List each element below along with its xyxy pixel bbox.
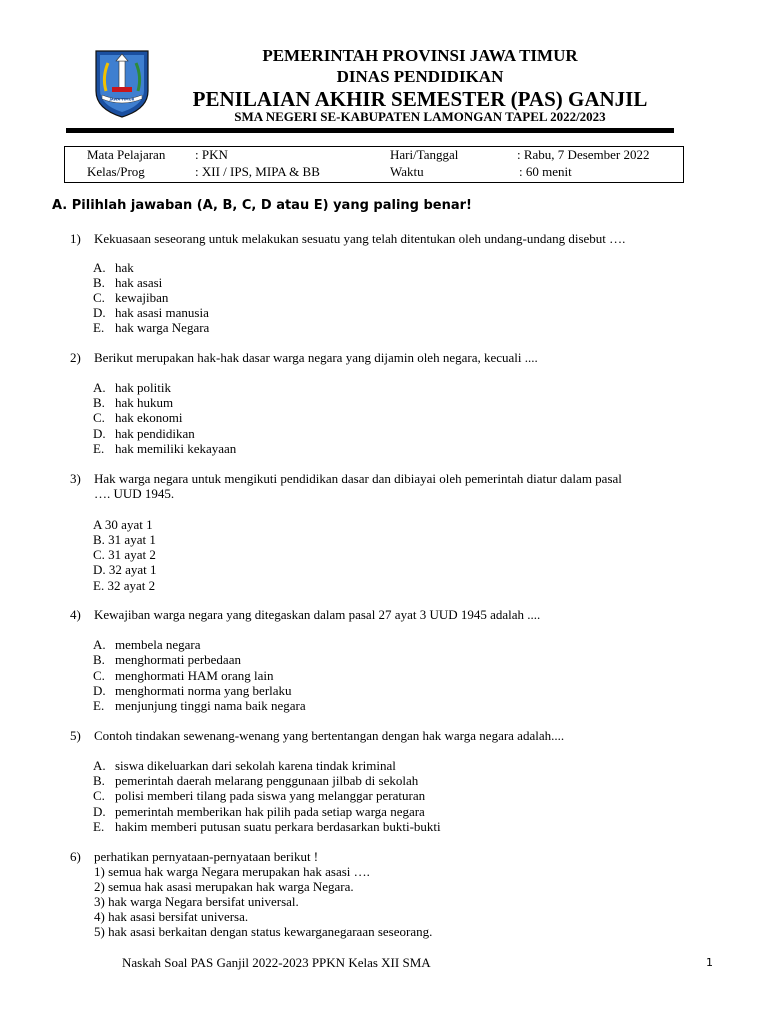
- option-letter: E.: [93, 441, 105, 456]
- question-stem: Hak warga negara untuk mengikuti pendidikan dasar dan dibiayai oleh pemerintah diatur dalam pasal: [94, 471, 622, 486]
- option-text: hak ekonomi: [115, 410, 183, 425]
- option-letter: B.: [93, 652, 105, 667]
- question-number: 3): [70, 471, 81, 486]
- option-text: menghormati HAM orang lain: [115, 668, 274, 683]
- option-text: menjunjung tinggi nama baik negara: [115, 698, 306, 713]
- option-text: B. 31 ayat 1: [93, 532, 156, 547]
- header-exam-title: PENILAIAN AKHIR SEMESTER (PAS) GANJIL: [192, 87, 648, 111]
- question-stem: Contoh tindakan sewenang-wenang yang bertentangan dengan hak warga negara adalah....: [94, 728, 565, 743]
- date-value: : Rabu, 7 Desember 2022: [517, 147, 650, 162]
- question-stem-continued: …. UUD 1945.: [94, 486, 175, 501]
- option-text: C. 31 ayat 2: [93, 547, 156, 562]
- option-text: polisi memberi tilang pada siswa yang melanggar peraturan: [115, 788, 426, 803]
- option-text: menghormati perbedaan: [115, 652, 241, 667]
- class-value: : XII / IPS, MIPA & BB: [195, 164, 320, 179]
- subject-label: Mata Pelajaran: [87, 147, 166, 162]
- option-letter: E.: [93, 819, 105, 834]
- option-letter: A.: [93, 260, 106, 275]
- option-letter: C.: [93, 290, 105, 305]
- option-text: hak asasi: [115, 275, 163, 290]
- option-letter: D.: [93, 305, 106, 320]
- option-letter: C.: [93, 410, 105, 425]
- option-text: E. 32 ayat 2: [93, 578, 156, 593]
- question-stem: Kekuasaan seseorang untuk melakukan sesuatu yang telah ditentukan oleh undang-undang disebut ….: [94, 231, 626, 246]
- class-label: Kelas/Prog: [87, 164, 145, 179]
- question-stem: Kewajiban warga negara yang ditegaskan dalam pasal 27 ayat 3 UUD 1945 adalah ....: [94, 607, 541, 622]
- option-text: D. 32 ayat 1: [93, 562, 157, 577]
- option-letter: A.: [93, 758, 106, 773]
- option-text: kewajiban: [115, 290, 169, 305]
- question-number: 4): [70, 607, 81, 622]
- time-value: : 60 menit: [519, 164, 572, 179]
- header-department: DINAS PENDIDIKAN: [336, 67, 504, 86]
- option-text: hak: [115, 260, 134, 275]
- statement-item: 5) hak asasi berkaitan dengan status kewarganegaraan seseorang.: [94, 924, 433, 939]
- option-letter: C.: [93, 788, 105, 803]
- option-text: hak hukum: [115, 395, 174, 410]
- subject-value: : PKN: [195, 147, 228, 162]
- statement-item: 2) semua hak asasi merupakan hak warga Negara.: [94, 879, 354, 894]
- option-letter: B.: [93, 275, 105, 290]
- option-text: pemerintah daerah melarang penggunaan jilbab di sekolah: [115, 773, 419, 788]
- option-letter: B.: [93, 395, 105, 410]
- option-letter: A.: [93, 637, 106, 652]
- statement-item: 4) hak asasi bersifat universa.: [94, 909, 249, 924]
- option-letter: A.: [93, 380, 106, 395]
- page-number: 1: [706, 956, 713, 969]
- east-java-emblem-logo: [92, 47, 152, 119]
- section-title: A. Pilihlah jawaban (A, B, C, D atau E) yang paling benar!: [52, 198, 472, 213]
- question-number: 6): [70, 849, 81, 864]
- option-letter: D.: [93, 683, 106, 698]
- time-label: Waktu: [390, 164, 424, 179]
- statement-item: 1) semua hak warga Negara merupakan hak asasi ….: [94, 864, 370, 879]
- header-divider: [66, 128, 674, 133]
- question-number: 1): [70, 231, 81, 246]
- date-label: Hari/Tanggal: [390, 147, 459, 162]
- option-text: hak memiliki kekayaan: [115, 441, 237, 456]
- option-letter: C.: [93, 668, 105, 683]
- option-text: pemerintah memberikan hak pilih pada setiap warga negara: [115, 804, 425, 819]
- option-letter: D.: [93, 426, 106, 441]
- option-text: siswa dikeluarkan dari sekolah karena tindak kriminal: [115, 758, 396, 773]
- logo-caption: JAWA TIMUR: [109, 97, 135, 102]
- option-text: hak warga Negara: [115, 320, 210, 335]
- statement-item: 3) hak warga Negara bersifat universal.: [94, 894, 299, 909]
- option-text: hak politik: [115, 380, 171, 395]
- option-text: hakim memberi putusan suatu perkara berdasarkan bukti-bukti: [115, 819, 441, 834]
- header-government: PEMERINTAH PROVINSI JAWA TIMUR: [262, 46, 578, 65]
- option-text: menghormati norma yang berlaku: [115, 683, 292, 698]
- option-letter: B.: [93, 773, 105, 788]
- option-text: hak pendidikan: [115, 426, 195, 441]
- option-letter: E.: [93, 698, 105, 713]
- header-school: SMA NEGERI SE-KABUPATEN LAMONGAN TAPEL 2022/2023: [234, 109, 606, 124]
- question-number: 5): [70, 728, 81, 743]
- page-footer: Naskah Soal PAS Ganjil 2022-2023 PPKN Kelas XII SMA: [122, 955, 431, 970]
- question-stem: Berikut merupakan hak-hak dasar warga negara yang dijamin oleh negara, kecuali ....: [94, 350, 538, 365]
- option-letter: E.: [93, 320, 105, 335]
- option-letter: D.: [93, 804, 106, 819]
- question-number: 2): [70, 350, 81, 365]
- option-text: membela negara: [115, 637, 201, 652]
- option-text: A 30 ayat 1: [93, 517, 153, 532]
- option-text: hak asasi manusia: [115, 305, 209, 320]
- question-stem: perhatikan pernyataan-pernyataan berikut !: [94, 849, 319, 864]
